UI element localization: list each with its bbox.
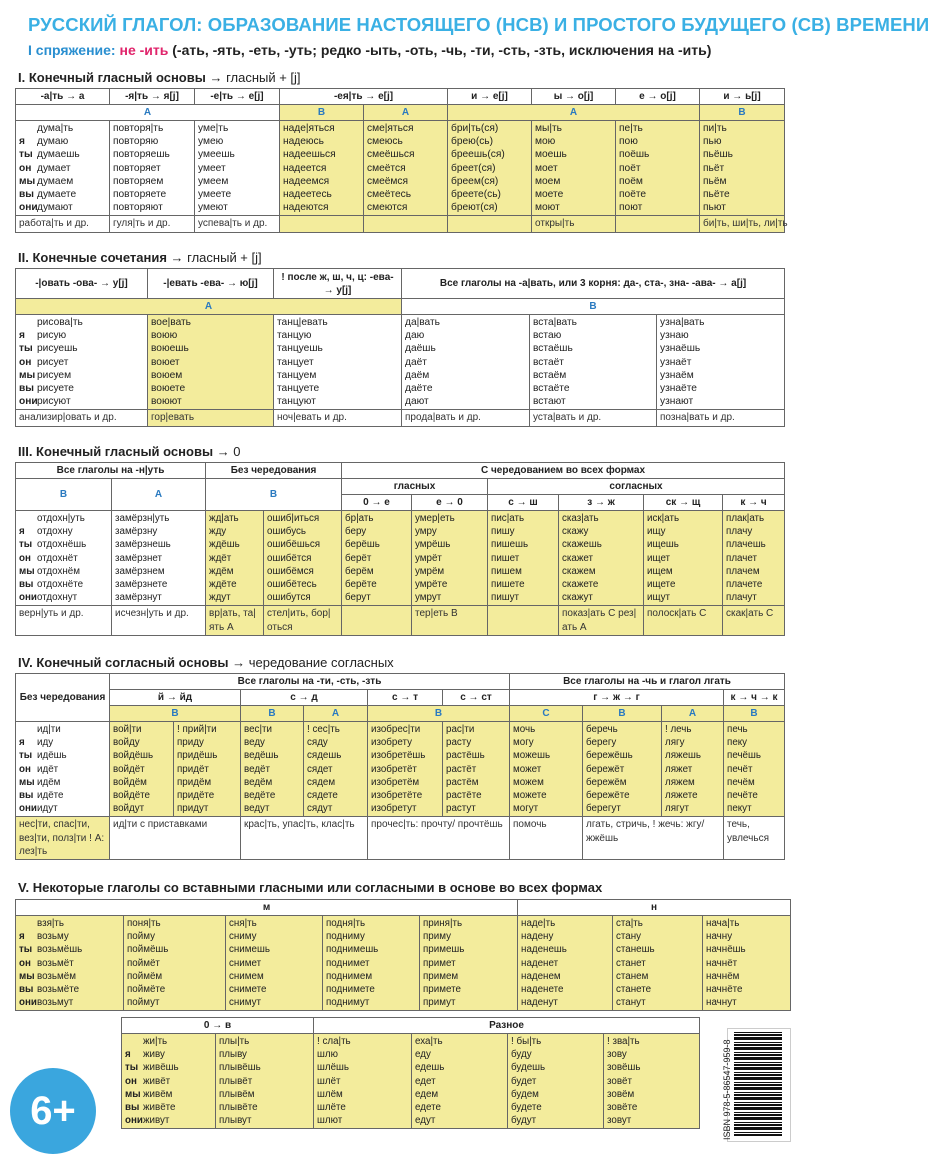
table-cell: плак|ать плачу плачешь плачет плачем плачете плачут: [723, 511, 785, 606]
table-row: [16, 722, 785, 817]
table-row: [16, 315, 785, 410]
group-label: С: [510, 706, 583, 722]
section-1-header-row: [16, 89, 785, 105]
table-cell: ! сла|ть шлю шлёшь шлёт шлём шлёте шлют: [314, 1034, 412, 1129]
section-1-rule: → гласный + [j]: [209, 70, 301, 85]
example-cell: успева|ть и др.: [195, 216, 280, 232]
col-header: к → ч: [723, 495, 785, 511]
conjugation-negation: не -ить: [119, 42, 169, 58]
col-header: гласных: [342, 479, 488, 495]
table-cell: мочь могу можешь может можем можете могут: [510, 722, 583, 817]
col-header: е → 0: [412, 495, 488, 511]
table-cell: изобрес|ти изобрету изобретёшь изобретёт изобретём изобретёте изобретут: [368, 722, 443, 817]
section-3-title: III. Конечный гласный основы: [18, 444, 214, 459]
table-cell: жд|ать жду ждёшь ждёт ждём ждёте ждут: [206, 511, 264, 606]
section-1-group-row: [16, 105, 785, 121]
section-3-subheader-row: [16, 479, 785, 495]
section-1-table: [15, 88, 788, 233]
col-header: Без чередования: [206, 463, 342, 479]
table-cell: пис|ать пишу пишешь пишет пишем пишете пишут: [488, 511, 559, 606]
example-cell: [488, 606, 559, 635]
col-header: -|евать -ева- → ю[j]: [148, 269, 274, 299]
section-3-heading: [18, 444, 241, 459]
table-cell: рас|ти расту растёшь растёт растём растёте растут: [443, 722, 510, 817]
example-cell: [616, 216, 700, 232]
example-cell: помочь: [510, 817, 583, 860]
example-cell: гуля|ть и др.: [110, 216, 195, 232]
example-cell: тер|еть В: [412, 606, 488, 635]
table-cell: танц|евать танцую танцуешь танцует танцуем танцуете танцуют: [274, 315, 402, 410]
table-cell: узна|вать узнаю узнаёшь узнаёт узнаём узнаёте узнают: [657, 315, 785, 410]
section-2-header-row: [16, 269, 785, 299]
table-cell: умер|еть умру умрёшь умрёт умрём умрёте умрут: [412, 511, 488, 606]
table-cell: сня|ть сниму снимешь снимет снимем снимете снимут: [226, 916, 323, 1011]
example-cell: лгать, стричь, ! жечь: жгу/ жжёшь: [583, 817, 724, 860]
col-header: Все глаголы на -ти, -сть, -зть: [110, 674, 510, 690]
section-5-heading: [18, 880, 602, 895]
group-label: В: [110, 706, 241, 722]
col-header: Разное: [314, 1018, 700, 1034]
section-5-header-row: [16, 900, 791, 916]
section-2-rule: → гласный + [j]: [170, 250, 262, 265]
section-5-table-bottom: [121, 1017, 700, 1129]
table-cell: беречь берегу бережёшь бережёт бережём бережёте берегут: [583, 722, 662, 817]
group-label: В: [724, 706, 785, 722]
table-cell: мы|ть мою моешь моет моем моете моют: [532, 121, 616, 216]
table-cell: вой|ти войду войдёшь войдёт войдём войдёте войдут: [110, 722, 174, 817]
table-cell: наде|ть надену наденешь наденет наденем наденете наденут: [518, 916, 613, 1011]
table-cell: ошиб|иться ошибусь ошибёшься ошибётся ошибёмся ошибётесь ошибутся: [264, 511, 342, 606]
group-label: В: [583, 706, 662, 722]
example-cell: полоск|ать С: [644, 606, 723, 635]
col-header: -я|ть → я[j]: [110, 89, 195, 105]
col-header: согласных: [488, 479, 785, 495]
table-cell: печь пеку печёшь печёт печём печёте пекут: [724, 722, 785, 817]
col-header: ы → о[j]: [532, 89, 616, 105]
isbn-label: ISBN 978-5-86547-959-8: [722, 1039, 732, 1140]
section-4-group-row: [16, 706, 785, 722]
table-cell: замёрзн|уть замёрзну замёрзнешь замёрзнет замёрзнем замёрзнете замёрзнут: [112, 511, 206, 606]
group-label: А: [364, 105, 448, 121]
example-cell: крас|ть, упас|ть, клас|ть: [241, 817, 368, 860]
table-cell: наде|яться надеюсь надеешься надеется надеемся надеетесь надеются: [280, 121, 364, 216]
section-5-title: V. Некоторые глаголы со вставными гласными или согласными в основе во всех формах: [18, 880, 603, 895]
table-cell: ! бы|ть буду будешь будет будем будете будут: [508, 1034, 604, 1129]
table-cell: взя|ть я возьму ты возьмёшь он возьмёт мы возьмём вы возьмёте онивозьмут: [16, 916, 124, 1011]
col-header: ! после ж, ш, ч, ц: -ева- → у[j]: [274, 269, 402, 299]
group-label: А: [16, 299, 402, 315]
example-cell: анализир|овать и др.: [16, 410, 148, 426]
group-label: А: [304, 706, 368, 722]
example-cell: уста|вать и др.: [530, 410, 657, 426]
section-4-rule: → чередование согласных: [232, 655, 394, 670]
example-cell: показ|ать С рез|ать А: [559, 606, 644, 635]
example-cell: ид|ти с приставками: [110, 817, 241, 860]
col-header: -е|ть → е[j]: [195, 89, 280, 105]
example-cell: откры|ть: [532, 216, 616, 232]
table-cell: сме|яться смеюсь смеёшься смеётся смеёмся смеётесь смеются: [364, 121, 448, 216]
table-cell: рисова|ть я рисую ты рисуешь он рисует мы рисуем вы рисуете онирисуют: [16, 315, 148, 410]
example-cell: [364, 216, 448, 232]
example-cell: би|ть, ши|ть, ли|ть: [700, 216, 785, 232]
table-cell: уме|ть умею умеешь умеет умеем умеете умеют: [195, 121, 280, 216]
table-cell: нача|ть начну начнёшь начнёт начнём начнёте начнут: [703, 916, 791, 1011]
table-cell: дума|ть я думаю ты думаешь он думает мы думаем вы думаете онидумают: [16, 121, 110, 216]
group-label: А: [112, 479, 206, 511]
col-header: м: [16, 900, 518, 916]
group-label: В: [700, 105, 785, 121]
col-header: С чередованием во всех формах: [342, 463, 785, 479]
col-header: -ея|ть → е[j]: [280, 89, 448, 105]
col-header: с → ст: [443, 690, 510, 706]
table-cell: вес|ти веду ведёшь ведёт ведём ведёте ведут: [241, 722, 304, 817]
section-5-table-top: [15, 899, 791, 1011]
group-label: В: [241, 706, 304, 722]
table-cell: жи|ть я живу ты живёшь он живёт мы живём вы живёте ониживут: [122, 1034, 216, 1129]
table-row: [122, 1034, 700, 1129]
section-2-heading: [18, 250, 262, 265]
table-cell: иск|ать ищу ищешь ищет ищем ищете ищут: [644, 511, 723, 606]
table-cell: сказ|ать скажу скажешь скажет скажем скажете скажут: [559, 511, 644, 606]
example-cell: прода|вать и др.: [402, 410, 530, 426]
group-label: А: [16, 105, 280, 121]
example-cell: ноч|евать и др.: [274, 410, 402, 426]
page-title: РУССКИЙ ГЛАГОЛ: ОБРАЗОВАНИЕ НАСТОЯЩЕГО (НСВ) И ПРОСТОГО БУДУЩЕГО (СВ) ВРЕМЕНИ: [28, 14, 929, 35]
col-header: Все глаголы на -а|вать, или 3 корня: да-, ста-, зна- -ава- → а[j]: [402, 269, 785, 299]
col-header: и → ь[j]: [700, 89, 785, 105]
table-cell: ид|ти я иду ты идёшь он идёт мы идём вы идёте ониидут: [16, 722, 110, 817]
section-3-table: [15, 462, 785, 636]
example-cell: [342, 606, 412, 635]
table-cell: ! зва|ть зову зовёшь зовёт зовём зовёте зовут: [604, 1034, 700, 1129]
table-cell: бр|ать беру берёшь берёт берём берёте берут: [342, 511, 412, 606]
table-cell: да|вать даю даёшь даёт даём даёте дают: [402, 315, 530, 410]
example-cell: прочес|ть: прочту/ прочтёшь: [368, 817, 510, 860]
col-header: к → ч → к: [724, 690, 785, 706]
col-header: Без чередования: [16, 674, 110, 722]
col-header: 0 → в: [122, 1018, 314, 1034]
col-header: с → т: [368, 690, 443, 706]
table-row: [16, 121, 785, 216]
section-1-heading: [18, 70, 301, 85]
table-cell: ! прий|ти приду придёшь придёт придём придёте придут: [174, 722, 241, 817]
table-cell: ! сес|ть сяду сядешь сядет сядем сядете сядут: [304, 722, 368, 817]
table-cell: ста|ть стану станешь станет станем станете станут: [613, 916, 703, 1011]
table-cell: вое|вать воюю воюешь воюет воюем воюете воюют: [148, 315, 274, 410]
group-label: В: [206, 479, 342, 511]
col-header: й → йд: [110, 690, 241, 706]
table-cell: еха|ть еду едешь едет едем едете едут: [412, 1034, 508, 1129]
example-cell: вр|ать, та|ять А: [206, 606, 264, 635]
col-header: -а|ть → а: [16, 89, 110, 105]
section-4-alternation-row: [16, 690, 785, 706]
section-2-group-row: [16, 299, 785, 315]
example-cell: работа|ть и др.: [16, 216, 110, 232]
examples-row: [16, 216, 785, 232]
examples-row: [16, 606, 785, 635]
example-cell: позна|вать и др.: [657, 410, 785, 426]
table-cell: пе|ть пою поёшь поёт поём поёте поют: [616, 121, 700, 216]
table-cell: подня|ть подниму поднимешь поднимет поднимем поднимете поднимут: [323, 916, 420, 1011]
section-4-header-row: [16, 674, 785, 690]
section-5-subheader-row: [122, 1018, 700, 1034]
table-cell: поня|ть пойму поймёшь поймёт поймём поймёте поймут: [124, 916, 226, 1011]
table-cell: повторя|ть повторяю повторяешь повторяет повторяем повторяете повторяют: [110, 121, 195, 216]
table-cell: пи|ть пью пьёшь пьёт пьём пьёте пьют: [700, 121, 785, 216]
example-cell: исчезн|уть и др.: [112, 606, 206, 635]
col-header: с → ш: [488, 495, 559, 511]
example-cell: скак|ать С: [723, 606, 785, 635]
table-cell: ! лечь лягу ляжешь ляжет ляжем ляжете лягут: [662, 722, 724, 817]
col-header: з → ж: [559, 495, 644, 511]
col-header: Все глаголы на -н|уть: [16, 463, 206, 479]
example-cell: [448, 216, 532, 232]
table-cell: бри|ть(ся) брею(сь) бреешь(ся) бреет(ся) бреем(ся) бреете(сь) бреют(ся): [448, 121, 532, 216]
table-cell: отдохн|уть я отдохну ты отдохнёшь он отдохнёт мы отдохнём вы отдохнёте ониотдохнут: [16, 511, 112, 606]
example-cell: стел|ить, бор|оться: [264, 606, 342, 635]
col-header: ск → щ: [644, 495, 723, 511]
col-header: с → д: [241, 690, 368, 706]
examples-row: [16, 410, 785, 426]
col-header: н: [518, 900, 791, 916]
col-header: 0 → е: [342, 495, 412, 511]
col-header: и → е[j]: [448, 89, 532, 105]
group-label: В: [16, 479, 112, 511]
example-cell: [280, 216, 364, 232]
conjugation-endings: (-ать, -ять, -еть, -уть; редко -ыть, -оть, -чь, -ти, -сть, -зть, исключения на -ить): [172, 42, 712, 58]
section-2-title: II. Конечные сочетания: [18, 250, 167, 265]
section-3-header-row: [16, 463, 785, 479]
example-cell: нес|ти, спас|ти, вез|ти, полз|ти ! А: лез|ть: [16, 817, 110, 860]
table-row: [16, 511, 785, 606]
example-cell: гор|евать: [148, 410, 274, 426]
section-4-title: IV. Конечный согласный основы: [18, 655, 229, 670]
table-row: [16, 916, 791, 1011]
section-4-heading: [18, 655, 394, 670]
table-cell: плы|ть плыву плывёшь плывёт плывём плывёте плывут: [216, 1034, 314, 1129]
group-label: В: [402, 299, 785, 315]
section-2-table: [15, 268, 785, 427]
conjugation-subtitle: [28, 42, 711, 58]
group-label: В: [280, 105, 364, 121]
example-cell: течь, увлечься: [724, 817, 785, 860]
example-cell: верн|уть и др.: [16, 606, 112, 635]
col-header: г → ж → г: [510, 690, 724, 706]
table-cell: вста|вать встаю встаёшь встаёт встаём встаёте встают: [530, 315, 657, 410]
examples-row: [16, 817, 785, 860]
col-header: -|овать -ова- → у[j]: [16, 269, 148, 299]
section-4-table: [15, 673, 785, 860]
barcode-icon: [734, 1032, 782, 1136]
col-header: Все глаголы на -чь и глагол лгать: [510, 674, 785, 690]
conjugation-label: I спряжение:: [28, 42, 116, 58]
section-1-title: I. Конечный гласный основы: [18, 70, 206, 85]
group-label: А: [448, 105, 700, 121]
section-3-rule: → 0: [216, 444, 241, 459]
col-header: е → о[j]: [616, 89, 700, 105]
group-label: А: [662, 706, 724, 722]
table-cell: приня|ть приму примешь примет примем примете примут: [420, 916, 518, 1011]
group-label: В: [368, 706, 510, 722]
age-rating-badge: 6+: [10, 1068, 96, 1154]
